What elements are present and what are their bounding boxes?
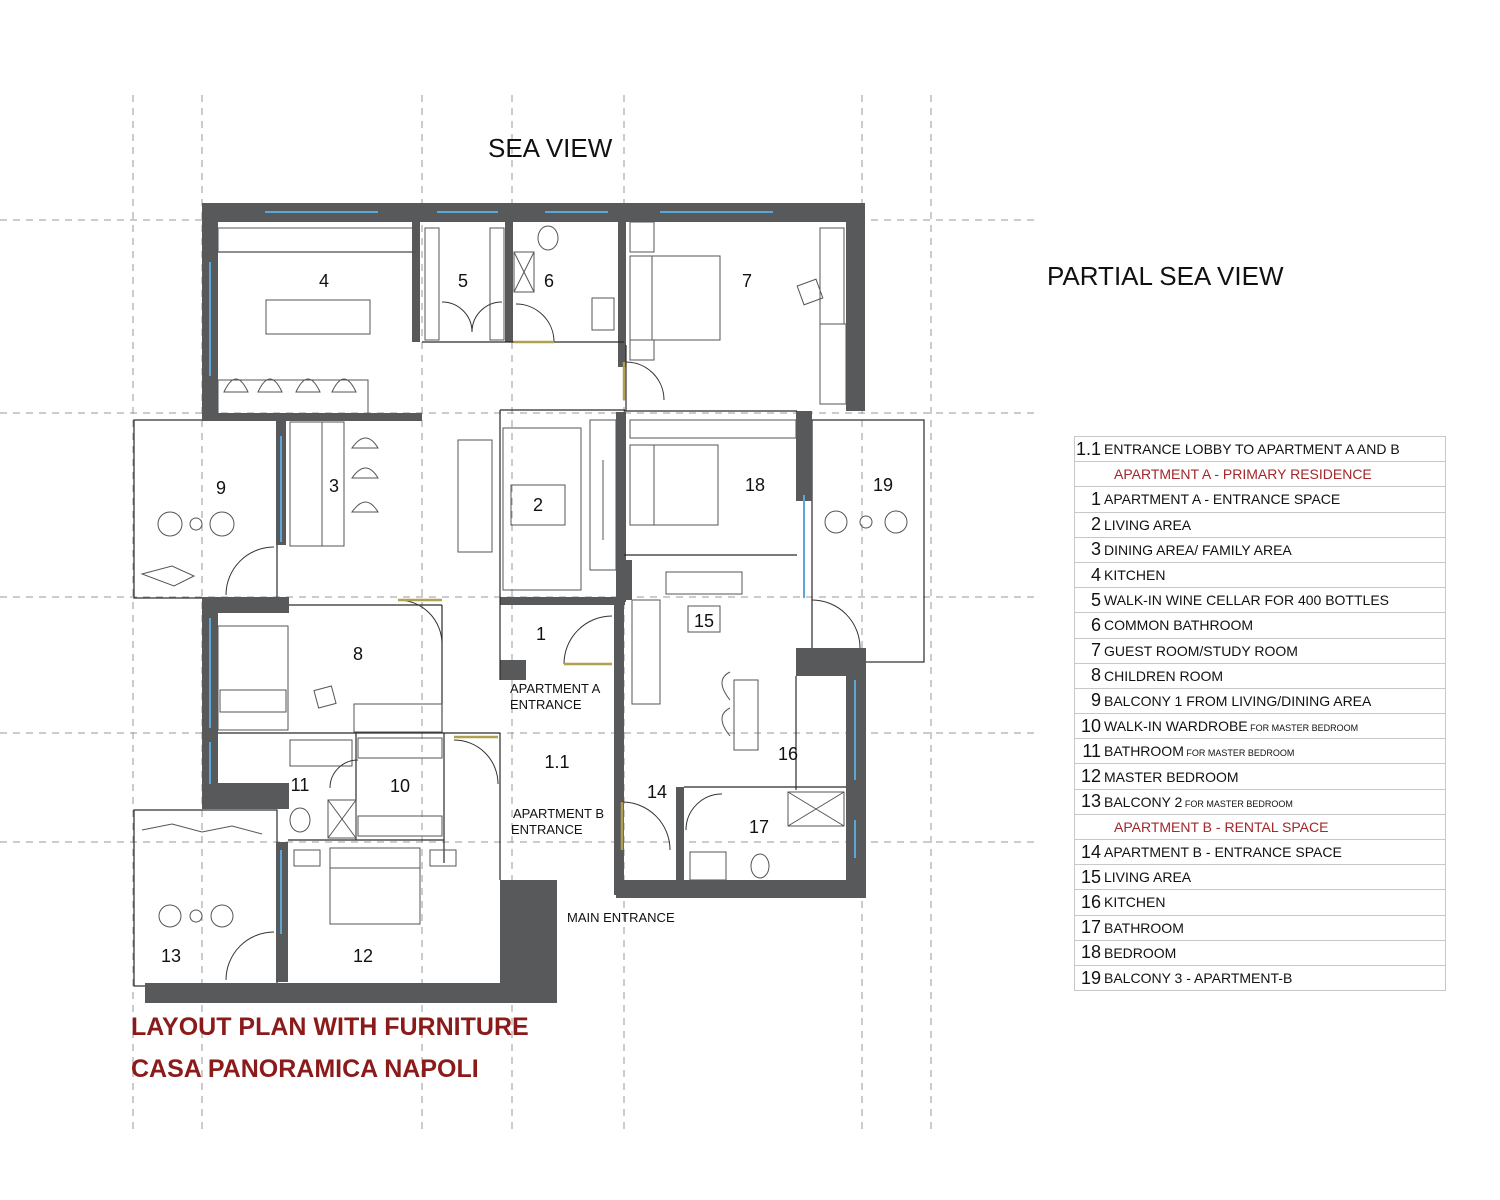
legend-row [1075, 638, 1446, 663]
room-number-6: 6 [543, 271, 555, 291]
room-number-1-1: 1.1 [544, 752, 570, 772]
legend-row [1075, 512, 1446, 537]
legend-text-label: ENTRANCE LOBBY TO APARTMENT A AND B [1104, 441, 1400, 458]
kitchen-stools [224, 379, 356, 392]
legend-number: 19 [1075, 965, 1105, 990]
legend-row [1075, 739, 1446, 764]
legend-row [1075, 764, 1446, 789]
legend-text [1104, 965, 1446, 990]
room-number-16: 16 [777, 744, 799, 764]
legend-text-label: APARTMENT A - ENTRANCE SPACE [1104, 491, 1341, 508]
legend-number: 3 [1075, 537, 1105, 562]
legend-section-header [1075, 814, 1446, 839]
legend-row [1075, 588, 1446, 613]
legend-text [1104, 462, 1446, 487]
legend-text [1104, 437, 1446, 462]
legend-number: 17 [1075, 915, 1105, 940]
legend-number: 1 [1075, 487, 1105, 512]
legend-text [1104, 512, 1446, 537]
legend-row [1075, 487, 1446, 512]
legend-row [1075, 865, 1446, 890]
balcony-chairs-1 [158, 512, 234, 536]
legend-text-label: GUEST ROOM/STUDY ROOM [1104, 642, 1298, 659]
room-number-4: 4 [318, 271, 330, 291]
legend-text-label: LIVING AREA [1104, 516, 1192, 533]
legend-text [1104, 890, 1446, 915]
partial-sea-view-label: PARTIAL SEA VIEW [1047, 261, 1284, 291]
legend-number: 11 [1075, 739, 1105, 764]
legend-text [1104, 714, 1446, 739]
legend-number: 4 [1075, 562, 1105, 587]
partitions [215, 252, 846, 880]
room-number-11: 11 [290, 775, 310, 795]
legend-text-label: KITCHEN [1104, 567, 1166, 584]
apartment-b-entrance-label-line1: APARTMENT B [513, 806, 605, 821]
room-number-12: 12 [352, 946, 374, 966]
legend-text-label: MASTER BEDROOM [1104, 768, 1239, 785]
legend-text-label: BATHROOM [1104, 919, 1184, 936]
legend-number: 8 [1075, 663, 1105, 688]
legend-text [1104, 915, 1446, 940]
legend-text [1104, 764, 1446, 789]
room-number-3: 3 [328, 476, 340, 496]
legend-row [1075, 663, 1446, 688]
legend-number: 1.1 [1075, 437, 1105, 462]
legend-text [1104, 638, 1446, 663]
legend-text-label: BALCONY 2 [1104, 793, 1183, 810]
room-number-18: 18 [744, 475, 766, 495]
legend-text-label: APARTMENT B - RENTAL SPACE [1114, 818, 1329, 835]
legend-note: FOR MASTER BEDROOM [1247, 723, 1359, 734]
legend-row [1075, 714, 1446, 739]
plan-title-line2: CASA PANORAMICA NAPOLI [131, 1055, 479, 1083]
legend-number: 6 [1075, 613, 1105, 638]
legend-row [1075, 789, 1446, 814]
legend-number: 18 [1075, 940, 1105, 965]
legend-text-label: WALK-IN WINE CELLAR FOR 400 BOTTLES [1104, 592, 1389, 609]
legend-text [1104, 688, 1446, 713]
room-numbers [161, 271, 893, 966]
legend-text [1104, 789, 1446, 814]
room-number-8: 8 [352, 644, 364, 664]
legend-row [1075, 562, 1446, 587]
legend-row [1075, 688, 1446, 713]
room-legend [1074, 436, 1446, 991]
sea-view-label: SEA VIEW [488, 133, 613, 163]
room-number-1: 1 [535, 624, 547, 644]
legend-row [1075, 915, 1446, 940]
room-number-17: 17 [748, 817, 770, 837]
apartment-a-entrance-label-line1: APARTMENT A [510, 681, 601, 696]
legend-text [1104, 588, 1446, 613]
legend-text-label: KITCHEN [1104, 894, 1166, 911]
legend-text-label: DINING AREA/ FAMILY AREA [1104, 541, 1292, 558]
room-number-14: 14 [646, 782, 668, 802]
main-entrance-label: MAIN ENTRANCE [567, 910, 675, 925]
legend-text [1104, 865, 1446, 890]
plan-title-line1: LAYOUT PLAN WITH FURNITURE [131, 1013, 529, 1041]
legend-number: 15 [1075, 865, 1105, 890]
legend-text [1104, 487, 1446, 512]
legend-text-label: BALCONY 1 FROM LIVING/DINING AREA [1104, 692, 1372, 709]
legend-text [1104, 940, 1446, 965]
legend-text [1104, 613, 1446, 638]
legend-number: 16 [1075, 890, 1105, 915]
legend-row [1075, 965, 1446, 990]
legend-number: 7 [1075, 638, 1105, 663]
legend-text [1104, 814, 1446, 839]
legend-text [1104, 537, 1446, 562]
legend-section-header [1075, 462, 1446, 487]
room-number-10: 10 [389, 776, 411, 796]
legend-number: 12 [1075, 764, 1105, 789]
walls [145, 203, 866, 1003]
legend-row [1075, 537, 1446, 562]
apartment-b-entrance-label-line2: ENTRANCE [511, 822, 583, 837]
legend-text-label: CHILDREN ROOM [1104, 667, 1224, 684]
legend-row [1075, 840, 1446, 865]
legend-number: 13 [1075, 789, 1105, 814]
legend-number: 14 [1075, 840, 1105, 865]
legend-number: 2 [1075, 512, 1105, 537]
legend-text-label: BALCONY 3 - APARTMENT-B [1104, 970, 1293, 987]
room-number-9: 9 [215, 478, 227, 498]
legend-text [1104, 840, 1446, 865]
legend-text [1104, 663, 1446, 688]
legend-text-label: BEDROOM [1104, 944, 1177, 961]
apartment-a-entrance-label-line2: ENTRANCE [510, 697, 582, 712]
legend-text-label: BATHROOM [1104, 743, 1184, 760]
legend-number: 5 [1075, 588, 1105, 613]
room-number-19: 19 [872, 475, 894, 495]
legend-row [1075, 613, 1446, 638]
legend-number: 9 [1075, 688, 1105, 713]
legend-text-label: COMMON BATHROOM [1104, 617, 1254, 634]
legend-row [1075, 437, 1446, 462]
legend-text [1104, 739, 1446, 764]
legend-text-label: LIVING AREA [1104, 869, 1192, 886]
legend-note: FOR MASTER BEDROOM [1182, 798, 1293, 809]
legend-number: 10 [1075, 714, 1105, 739]
room-number-5: 5 [457, 271, 469, 291]
legend-row [1075, 940, 1446, 965]
legend-text-label: WALK-IN WARDROBE [1104, 718, 1248, 735]
legend-text-label: APARTMENT A - PRIMARY RESIDENCE [1114, 466, 1372, 483]
room-number-13: 13 [160, 946, 182, 966]
room-number-15: 15 [693, 611, 715, 631]
room-number-2: 2 [532, 495, 544, 515]
legend-text-label: APARTMENT B - ENTRANCE SPACE [1104, 844, 1342, 861]
legend-row [1075, 890, 1446, 915]
legend-number [1075, 462, 1105, 487]
legend-number [1075, 814, 1105, 839]
legend-text [1104, 562, 1446, 587]
legend-note: FOR MASTER BEDROOM [1183, 748, 1295, 759]
room-number-7: 7 [741, 271, 753, 291]
